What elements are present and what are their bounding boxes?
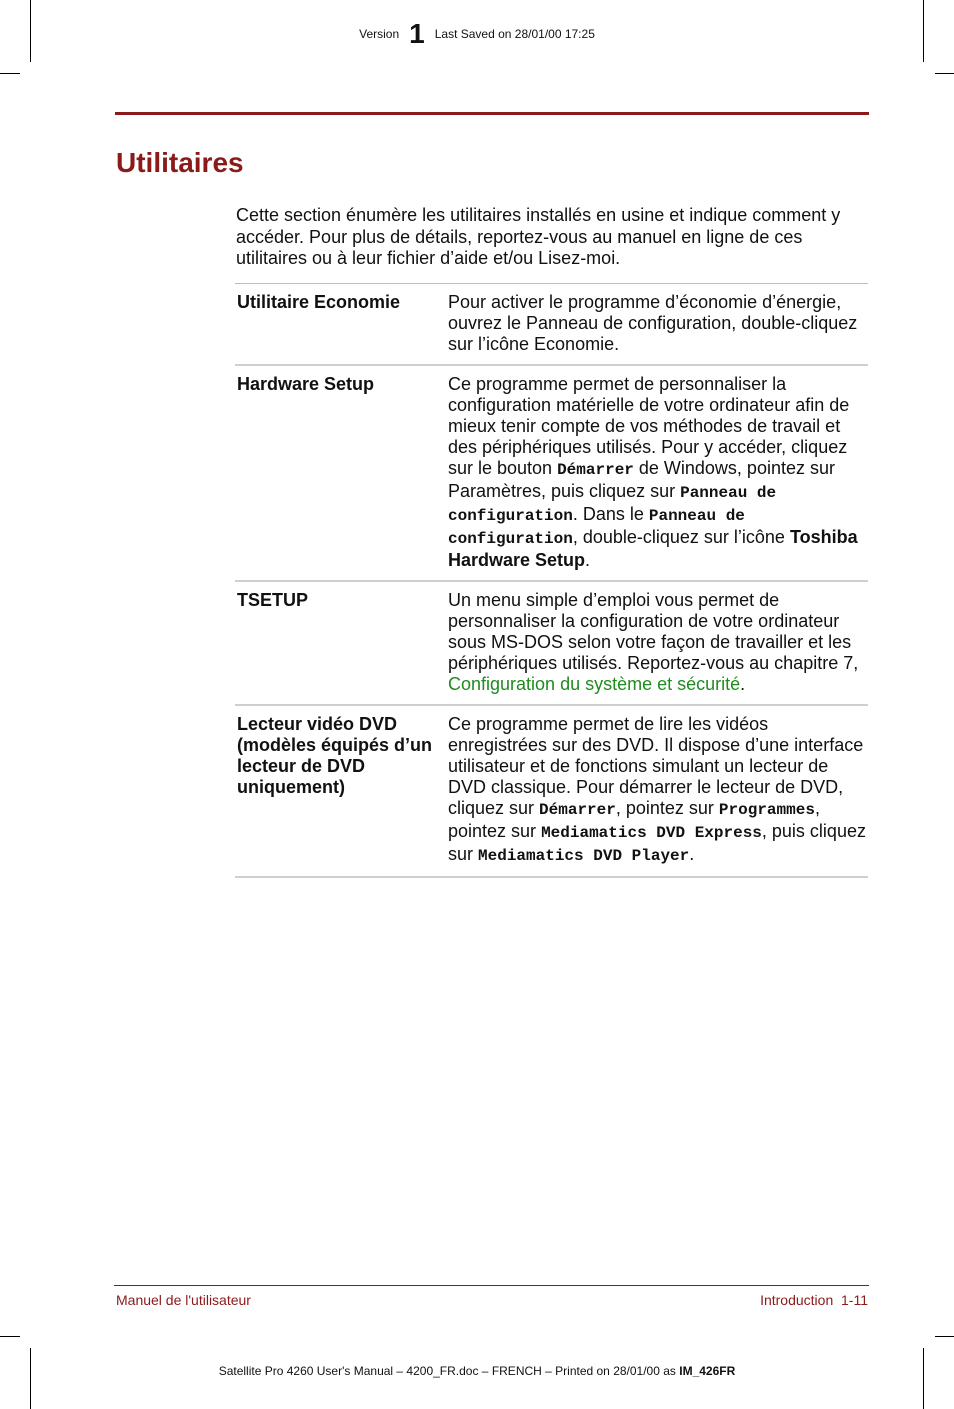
crop-mark [935, 1336, 954, 1337]
print-info-text: Satellite Pro 4260 User's Manual – 4200_FR.doc – FRENCH – Printed on 28/01/00 as [218, 1364, 680, 1378]
desc-text: Ce programme permet de personnaliser la configuration matérielle de votre ordinateur afin de mieux tenir compte de vos méthodes de travail et des périphériques utilisés. Pour y accéder, cliquez sur le bouton [448, 374, 850, 478]
desc-text: , double-cliquez sur l’icône [572, 527, 790, 547]
desc-text: , pointez sur [448, 798, 820, 841]
crop-mark [30, 1348, 31, 1409]
menu-command: Démarrer [557, 461, 634, 479]
row-description: Pour activer le programme d’économie d’énergie, ouvrez le Panneau de configuration, double-cliquez sur l’icône Economie. [448, 292, 858, 354]
desc-text: . [740, 674, 746, 694]
row-term: Lecteur vidéo DVD (modèles équipés d’un lecteur de DVD uniquement) [237, 714, 433, 797]
crop-mark [0, 73, 20, 74]
page-title: Utilitaires [116, 147, 244, 178]
menu-command: Panneau de configuration [448, 507, 745, 548]
desc-text: Ce programme permet de lire les vidéos enregistrées sur des DVD. Il dispose d’une interface utilisateur et de fonctions simulant un lecteur de DVD classique. Pour démarrer le lecteur de DVD, cliquez sur [448, 714, 864, 818]
chapter-link[interactable]: Configuration du système et sécurité [448, 674, 741, 694]
utilities-table [235, 283, 868, 878]
menu-command: Mediamatics DVD Player [478, 847, 690, 865]
desc-text: , puis cliquez sur [448, 821, 866, 864]
desc-text: . Dans le [572, 504, 649, 524]
desc-text: . [585, 550, 591, 570]
table-row [235, 706, 868, 878]
menu-command: Panneau de configuration [448, 484, 777, 525]
intro-paragraph: Cette section énumère les utilitaires installés en usine et indique comment y accéder. Pour plus de détails, reportez-vous au manuel en ligne de ces utilitaires ou à leur fichier d’aide et/ou Lisez-moi. [236, 205, 841, 268]
row-term: TSETUP [237, 590, 309, 610]
version-number: 1 [409, 18, 425, 49]
row-description [448, 590, 868, 695]
last-saved: Last Saved on 28/01/00 17:25 [434, 27, 595, 41]
version-label: Version [359, 27, 400, 41]
desc-text: , pointez sur [615, 798, 719, 818]
menu-command: Mediamatics DVD Express [541, 824, 762, 842]
menu-command: Démarrer [539, 801, 616, 819]
table-row [235, 284, 868, 366]
footer-page-number: Introduction 1-11 [760, 1292, 868, 1308]
version-header [0, 18, 954, 50]
crop-mark [935, 73, 954, 74]
table-row [235, 366, 868, 582]
row-term: Utilitaire Economie [237, 292, 401, 312]
desc-text: . [689, 844, 695, 864]
print-code: IM_426FR [679, 1364, 736, 1378]
menu-command: Programmes [718, 801, 815, 819]
row-description [448, 714, 868, 867]
row-term: Hardware Setup [237, 374, 375, 394]
footer-manual-title: Manuel de l'utilisateur [116, 1292, 251, 1308]
header-rule [115, 112, 869, 115]
crop-mark [0, 1336, 20, 1337]
row-description [448, 374, 868, 571]
crop-mark [923, 1348, 924, 1409]
table-row [235, 582, 868, 706]
print-info [0, 1364, 954, 1378]
desc-text: de Windows, pointez sur Paramètres, puis cliquez sur [448, 458, 835, 501]
footer-rule [114, 1285, 869, 1286]
desc-text: Un menu simple d’emploi vous permet de personnaliser la configuration de votre ordinateur sous MS-DOS selon votre façon de travailler et les périphériques utilisés. Reportez-vous au chapitre 7, [448, 590, 859, 673]
program-name: Toshiba Hardware Setup [448, 527, 858, 570]
